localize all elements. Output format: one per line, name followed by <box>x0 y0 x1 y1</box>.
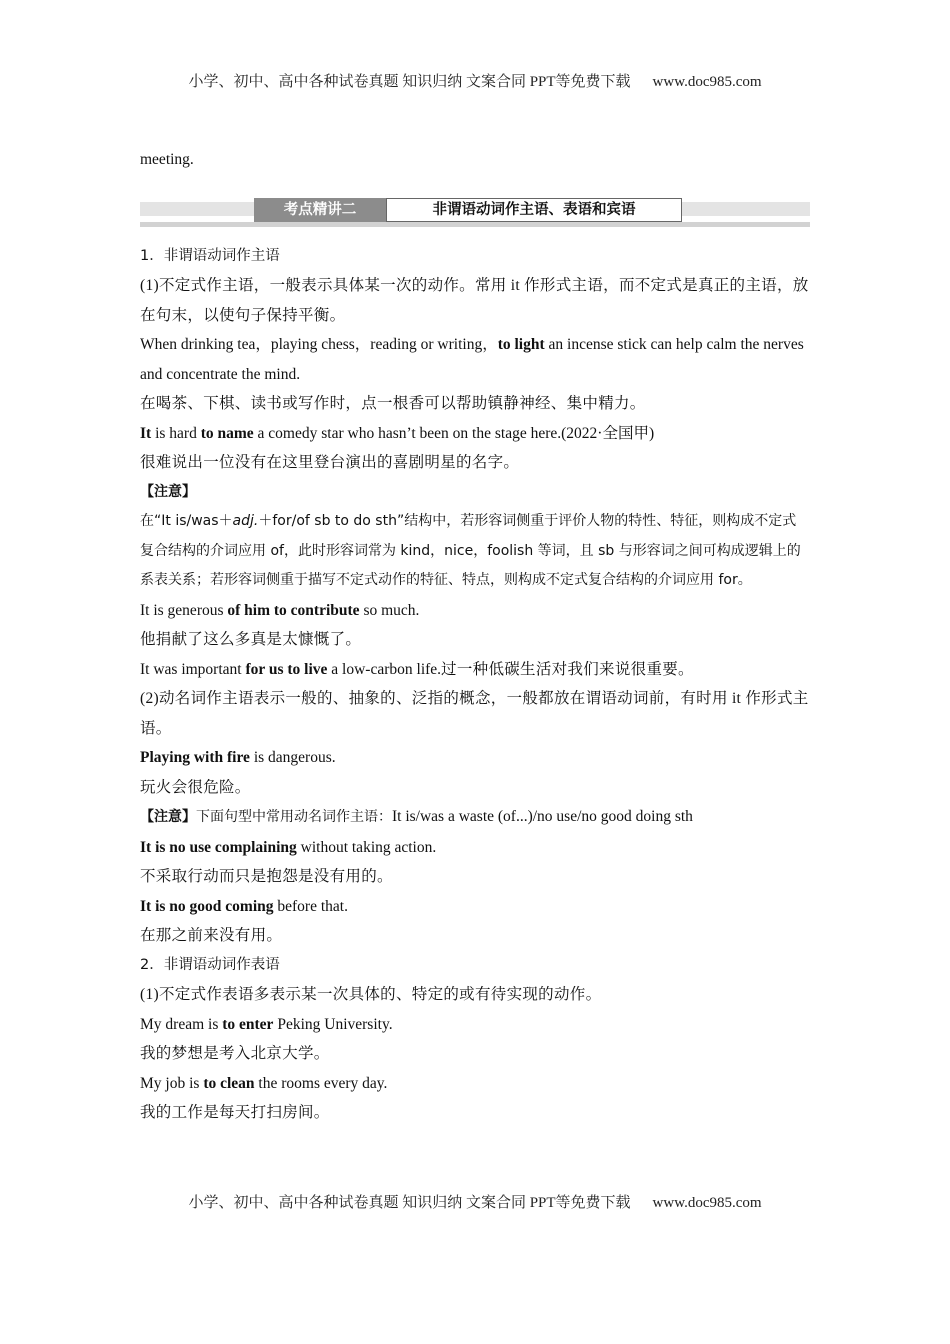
example-3: It is generous of him to contribute so much. <box>140 601 420 619</box>
footer-text: 小学、初中、高中各种试卷真题 知识归纳 文案合同 PPT等免费下载 <box>188 1195 631 1211</box>
note-paragraph: 在“It is/was＋adj.＋for/of sb to do sth”结构中，若形容词侧重于评价人物的特性、特征，则构成不定式复合结构的介词应用 of，此时形容词常为 kind，nice，foolish 等词，且 sb 与形容词之间可构成逻辑上的系表关系；若形容词侧重于描写不定式动作的特征、特点，则构成不定式复合结构的介词应用 for。 <box>140 513 801 588</box>
example-7: It is no good coming before that. <box>140 897 348 915</box>
footer-site[interactable]: www.doc985.com <box>652 1195 762 1211</box>
header-site[interactable]: www.doc985.com <box>652 74 762 90</box>
section-heading-1: 1．非谓语动词作主语 <box>140 247 280 264</box>
example-2: It is hard to name a comedy star who hasn’t been on the stage here.(2022·全国甲) <box>140 424 655 442</box>
example-1: When drinking tea，playing chess，reading or writing，to light an incense stick can help calm the nerves and concentrate the mind. <box>140 336 804 383</box>
note-label: 【注意】 <box>140 483 196 500</box>
example-9-translation: 我的工作是每天打扫房间。 <box>140 1104 330 1121</box>
note-2: 【注意】下面句型中常用动名词作主语：It is/was a waste (of...)/no use/no good doing sth <box>140 808 693 825</box>
example-8: My dream is to enter Peking University. <box>140 1015 393 1033</box>
paragraph-infinitive-predicative: (1)不定式作表语多表示某一次具体的、特定的或有待实现的动作。 <box>140 986 602 1003</box>
example-2-translation: 很难说出一位没有在这里登台演出的喜剧明星的名字。 <box>140 454 520 471</box>
example-5-translation: 玩火会很危险。 <box>140 778 251 796</box>
section-banner <box>140 192 810 232</box>
banner-label: 考点精讲二 <box>254 198 386 222</box>
example-7-translation: 在那之前来没有用。 <box>140 927 283 944</box>
document-body <box>140 145 810 1128</box>
section-heading-2: 2．非谓语动词作表语 <box>140 956 280 973</box>
example-5: Playing with fire is dangerous. <box>140 749 336 766</box>
paragraph-infinitive-subject: (1)不定式作主语，一般表示具体某一次的动作。常用 it 作形式主语，而不定式是真正的主语，放在句末，以使句子保持平衡。 <box>140 277 809 324</box>
example-4: It was important for us to live a low-carbon life.过一种低碳生活对我们来说很重要。 <box>140 660 694 678</box>
page-header <box>0 70 950 91</box>
header-text: 小学、初中、高中各种试卷真题 知识归纳 文案合同 PPT等免费下载 <box>188 74 631 90</box>
example-6: It is no use complaining without taking action. <box>140 838 437 856</box>
example-9: My job is to clean the rooms every day. <box>140 1074 388 1092</box>
example-1-translation: 在喝茶、下棋、读书或写作时，点一根香可以帮助镇静神经、集中精力。 <box>140 395 646 412</box>
page-footer <box>0 1191 950 1212</box>
example-8-translation: 我的梦想是考入北京大学。 <box>140 1045 330 1062</box>
banner-underline <box>140 222 810 227</box>
paragraph-gerund-subject: (2)动名词作主语表示一般的、抽象的、泛指的概念，一般都放在谓语动词前，有时用 it 作形式主语。 <box>140 690 809 737</box>
banner-title: 非谓语动词作主语、表语和宾语 <box>386 198 682 222</box>
previous-text-tail: meeting. <box>140 151 194 168</box>
example-6-translation: 不采取行动而只是抱怨是没有用的。 <box>140 868 393 885</box>
example-3-translation: 他捐献了这么多真是太慷慨了。 <box>140 631 362 648</box>
